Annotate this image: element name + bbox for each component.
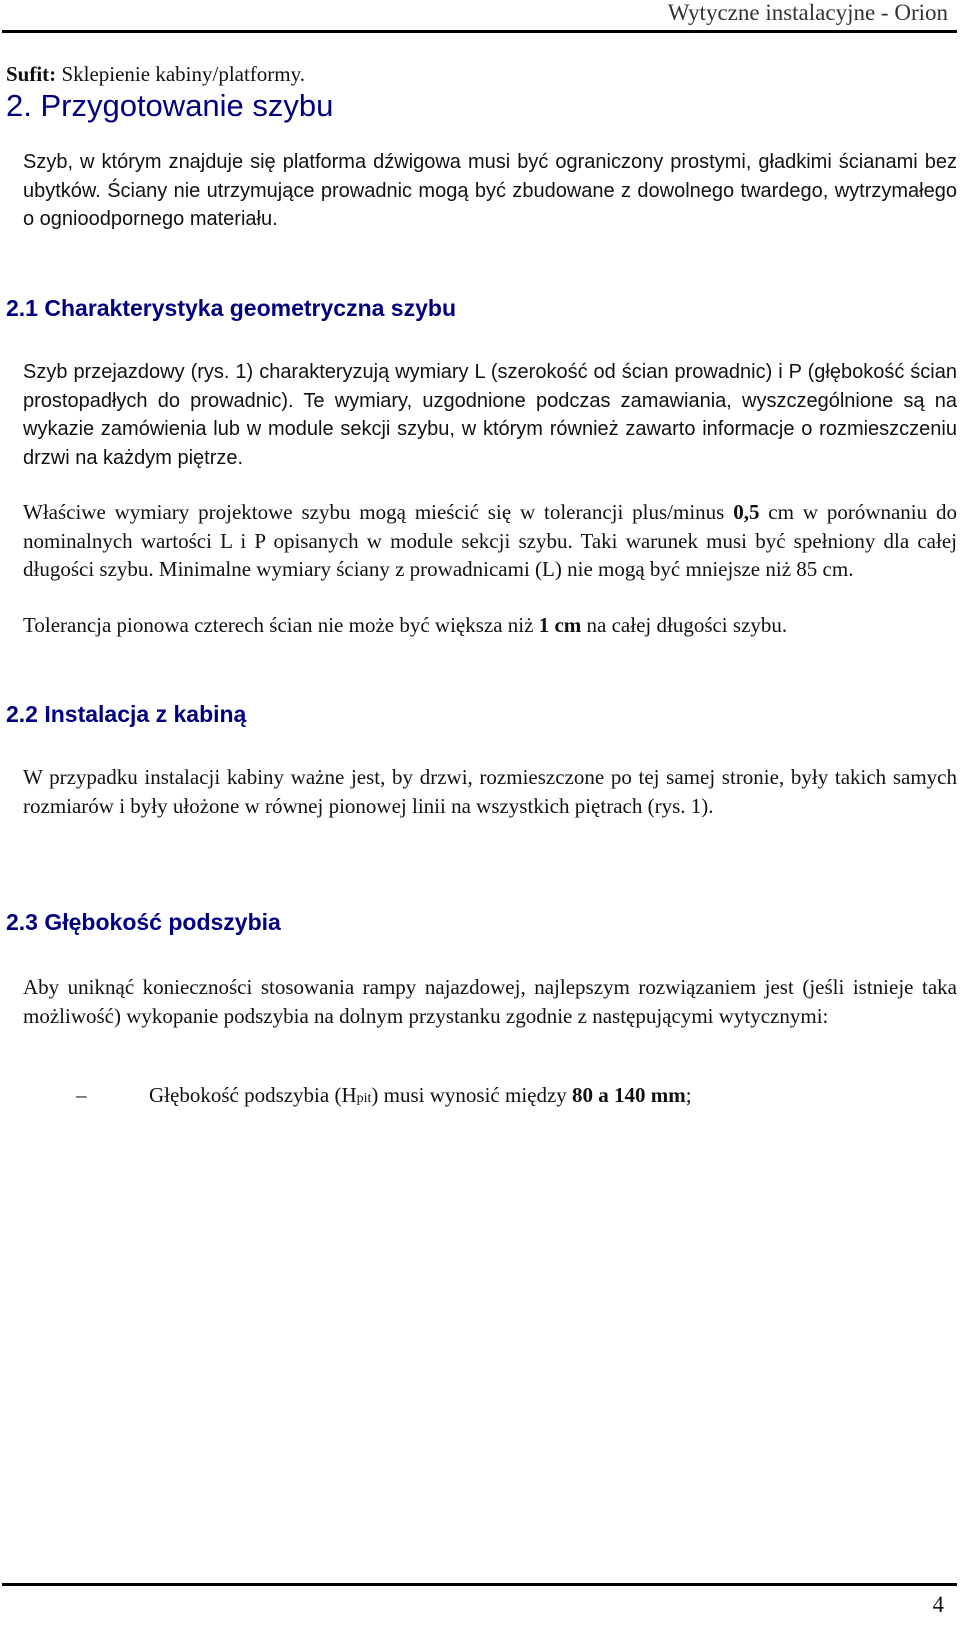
page-number: 4: [932, 1592, 944, 1617]
bullet-text-b: ) musi wynosić między: [371, 1083, 573, 1107]
p3-text-a: Tolerancja pionowa czterech ścian nie może być większa niż: [23, 613, 539, 637]
bullet-text: [149, 1083, 692, 1108]
subsection-2-1-paragraph-2: [23, 498, 957, 584]
p3-tolerance-value: 1 cm: [538, 613, 582, 637]
bullet-subscript: pit: [356, 1091, 372, 1106]
bullet-range: 80 a 140 mm: [572, 1083, 686, 1107]
subsection-2-2-paragraph-1: W przypadku instalacji kabiny ważne jest, by drzwi, rozmieszczone po tej samej stronie, były takich samych rozmiarów i były ułożone w równej pionowej linii na wszystkich piętrach (rys. 1).: [23, 765, 957, 818]
header-title: Wytyczne instalacyjne - Orion: [667, 0, 948, 25]
footer-rule: [2, 1583, 957, 1586]
subsection-2-3-paragraph-1: Aby uniknąć konieczności stosowania rampy najazdowej, najlepszym rozwiązaniem jest (jeśli istnieje taka możliwość) wykopanie podszybia na dolnym przystanku zgodnie z następującymi wytycznymi:: [23, 975, 957, 1028]
section-intro: Szyb, w którym znajduje się platforma dźwigowa musi być ograniczony prostymi, gładkimi ścianami bez ubytków. Ściany nie utrzymujące prowadnic mogą być zbudowane z dowolnego twardego, wytrzymałego o ognioodpornego materiału.: [23, 151, 957, 230]
subsection-2-3-title: 2.3 Głębokość podszybia: [6, 909, 281, 935]
header-rule: [2, 30, 957, 33]
section-title: 2. Przygotowanie szybu: [6, 88, 334, 123]
subsection-2-2-title: 2.2 Instalacja z kabiną: [6, 701, 247, 727]
p2-text-a: Właściwe wymiary projektowe szybu mogą mieścić się w tolerancji plus/minus: [23, 500, 734, 524]
subsection-2-1-paragraph-3: [23, 611, 957, 640]
sufit-text: Sklepienie kabiny/platformy.: [56, 62, 306, 86]
subsection-2-1-paragraph-1: Szyb przejazdowy (rys. 1) charakteryzują wymiary L (szerokość od ścian prowadnic) i P (głębokość ścian prostopadłych do prowadnic). Te wymiary, uzgodnione podczas zamawiania, wyszczególnione są na wykazie zamówienia lub w module sekcji szybu, w którym również zawarto informacje o rozmieszczeniu drzwi na każdym piętrze.: [23, 361, 957, 469]
p2-text-c: cm w porównaniu do nominalnych wartości L i P opisanych w module sekcji szybu. Taki warunek musi być spełniony dla całej długości szybu. Minimalne wymiary ściany z prowadnicami (L) nie mogą być mniejsze niż 85 cm.: [23, 500, 957, 581]
p3-text-c: na całej długości szybu.: [581, 613, 788, 637]
bullet-text-a: Głębokość podszybia (H: [149, 1083, 357, 1107]
bullet-dash: –: [76, 1083, 87, 1107]
p2-tolerance-value: 0,5: [733, 500, 760, 524]
subsection-2-1-title: 2.1 Charakterystyka geometryczna szybu: [6, 295, 456, 321]
sufit-label: Sufit:: [6, 62, 57, 86]
bullet-text-d: ;: [685, 1083, 692, 1107]
sufit-line: [6, 62, 305, 87]
